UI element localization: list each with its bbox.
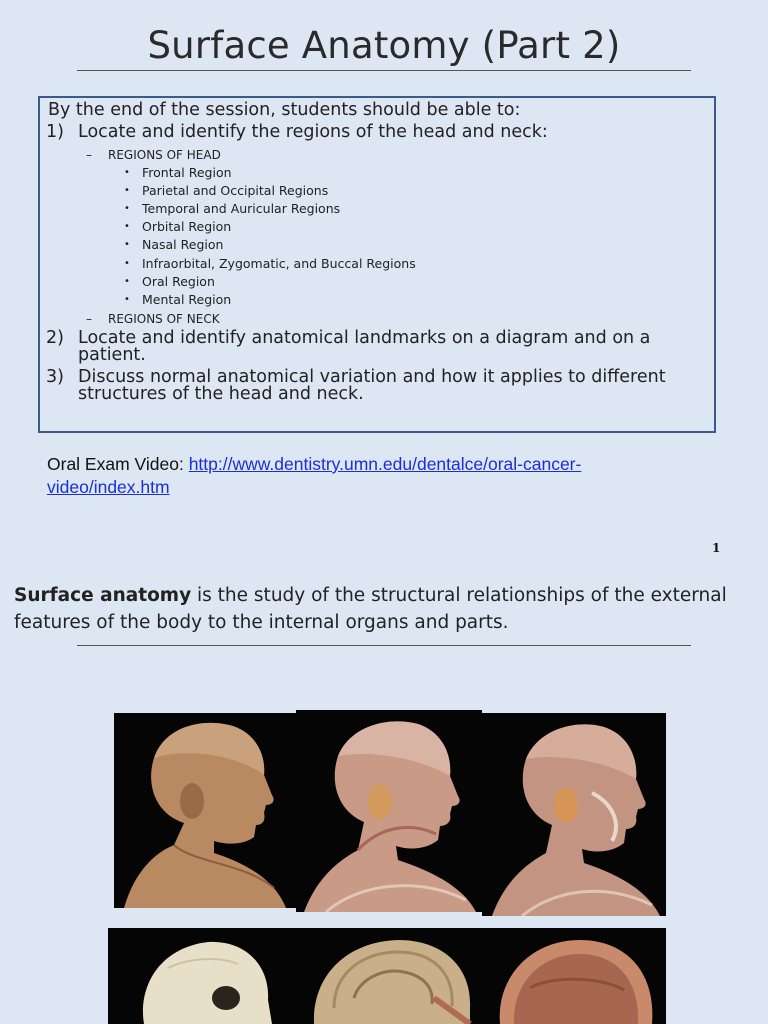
bullet-marker: • <box>124 167 130 178</box>
dash-marker: – <box>86 148 92 162</box>
head-photo-skin <box>114 713 296 908</box>
bullet-marker: • <box>124 239 130 250</box>
head-region-label: Oral Region <box>142 274 215 289</box>
head-photo-deep-dissection <box>482 713 666 916</box>
bullet-marker: • <box>124 185 130 196</box>
video-link[interactable]: http://www.dentistry.umn.edu/dentalce/oral-cancer-video/index.htm <box>47 454 582 497</box>
definition-term: Surface anatomy <box>14 585 192 606</box>
definition-text: is the study of the structural relationships of the external features of the body to the internal organs and parts. <box>14 585 727 633</box>
surface-anatomy-definition <box>14 582 768 636</box>
objective-number: 3) <box>46 367 64 387</box>
dash-marker: – <box>86 312 92 326</box>
objective-number: 2) <box>46 328 64 348</box>
video-label: Oral Exam Video: <box>47 454 184 474</box>
skull-photo <box>108 928 294 1024</box>
skull-interior-photo <box>490 928 666 1024</box>
bullet-marker: • <box>124 258 130 269</box>
head-region-label: Nasal Region <box>142 237 224 252</box>
bullet-marker: • <box>124 276 130 287</box>
neck-regions-label: REGIONS OF NECK <box>108 312 220 326</box>
learning-objectives-box <box>38 96 716 433</box>
head-region-label: Parietal and Occipital Regions <box>142 183 329 198</box>
bullet-marker: • <box>124 203 130 214</box>
objective-number: 1) <box>46 122 64 142</box>
title-divider <box>77 70 691 71</box>
head-regions-label: REGIONS OF HEAD <box>108 148 221 162</box>
head-region-label: Mental Region <box>142 292 232 307</box>
head-region-label: Temporal and Auricular Regions <box>142 201 341 216</box>
bullet-marker: • <box>124 294 130 305</box>
page-number: 1 <box>712 541 721 555</box>
objectives-intro: By the end of the session, students should be able to: <box>48 100 521 120</box>
oral-exam-video <box>47 453 687 499</box>
head-region-label: Infraorbital, Zygomatic, and Buccal Regions <box>142 256 416 271</box>
page-title: Surface Anatomy (Part 2) <box>147 24 621 67</box>
objective-text: Locate and identify anatomical landmarks on a diagram and on a patient. <box>78 328 651 365</box>
head-region-label: Orbital Region <box>142 219 232 234</box>
head-photo-superficial-dissection <box>296 710 482 912</box>
definition-divider <box>77 645 691 646</box>
objective-text: Discuss normal anatomical variation and how it applies to different structures of the head and neck. <box>78 367 666 404</box>
head-region-label: Frontal Region <box>142 165 232 180</box>
objective-text: Locate and identify the regions of the head and neck: <box>78 122 548 142</box>
bullet-marker: • <box>124 221 130 232</box>
brain-sagittal-photo <box>294 928 490 1024</box>
